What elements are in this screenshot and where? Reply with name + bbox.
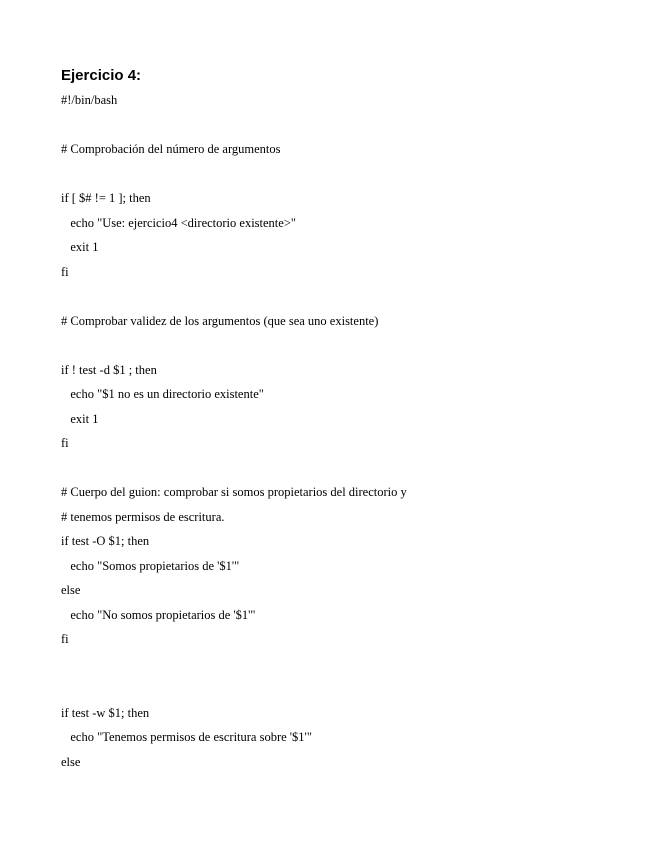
code-line: # Cuerpo del guion: comprobar si somos propietarios del directorio y <box>61 485 407 499</box>
code-line: # Comprobar validez de los argumentos (que sea uno existente) <box>61 313 379 328</box>
code-line: else <box>61 583 81 597</box>
code-line <box>61 676 407 701</box>
code-line <box>61 284 407 309</box>
code-line: if ! test -d $1 ; then <box>61 362 157 377</box>
code-line: echo "Tenemos permisos de escritura sobre '$1'" <box>61 730 312 744</box>
code-line: exit 1 <box>61 411 99 426</box>
code-line: exit 1 <box>61 240 99 254</box>
code-line: fi <box>61 264 69 279</box>
code-line: if [ $# != 1 ]; then <box>61 191 151 205</box>
code-line: echo "Use: ejercicio4 <directorio existente>" <box>61 215 296 230</box>
code-line: if test -w $1; then <box>61 705 150 720</box>
code-line: # tenemos permisos de escritura. <box>61 509 225 524</box>
bash-script-listing <box>61 88 407 774</box>
code-line: echo "$1 no es un directorio existente" <box>61 387 264 401</box>
code-line: #!/bin/bash <box>61 93 118 107</box>
code-line: fi <box>61 436 69 450</box>
code-line: else <box>61 754 81 769</box>
code-line <box>61 652 407 677</box>
code-line: fi <box>61 632 69 646</box>
code-line: echo "Somos propietarios de '$1'" <box>61 558 240 573</box>
code-line <box>61 162 407 187</box>
code-line <box>61 333 407 358</box>
code-line: if test -O $1; then <box>61 534 150 548</box>
code-line: # Comprobación del número de argumentos <box>61 142 281 156</box>
code-line: echo "No somos propietarios de '$1'" <box>61 607 256 622</box>
exercise-heading: Ejercicio 4: <box>61 67 142 84</box>
code-line <box>61 456 407 481</box>
code-line <box>61 113 407 138</box>
